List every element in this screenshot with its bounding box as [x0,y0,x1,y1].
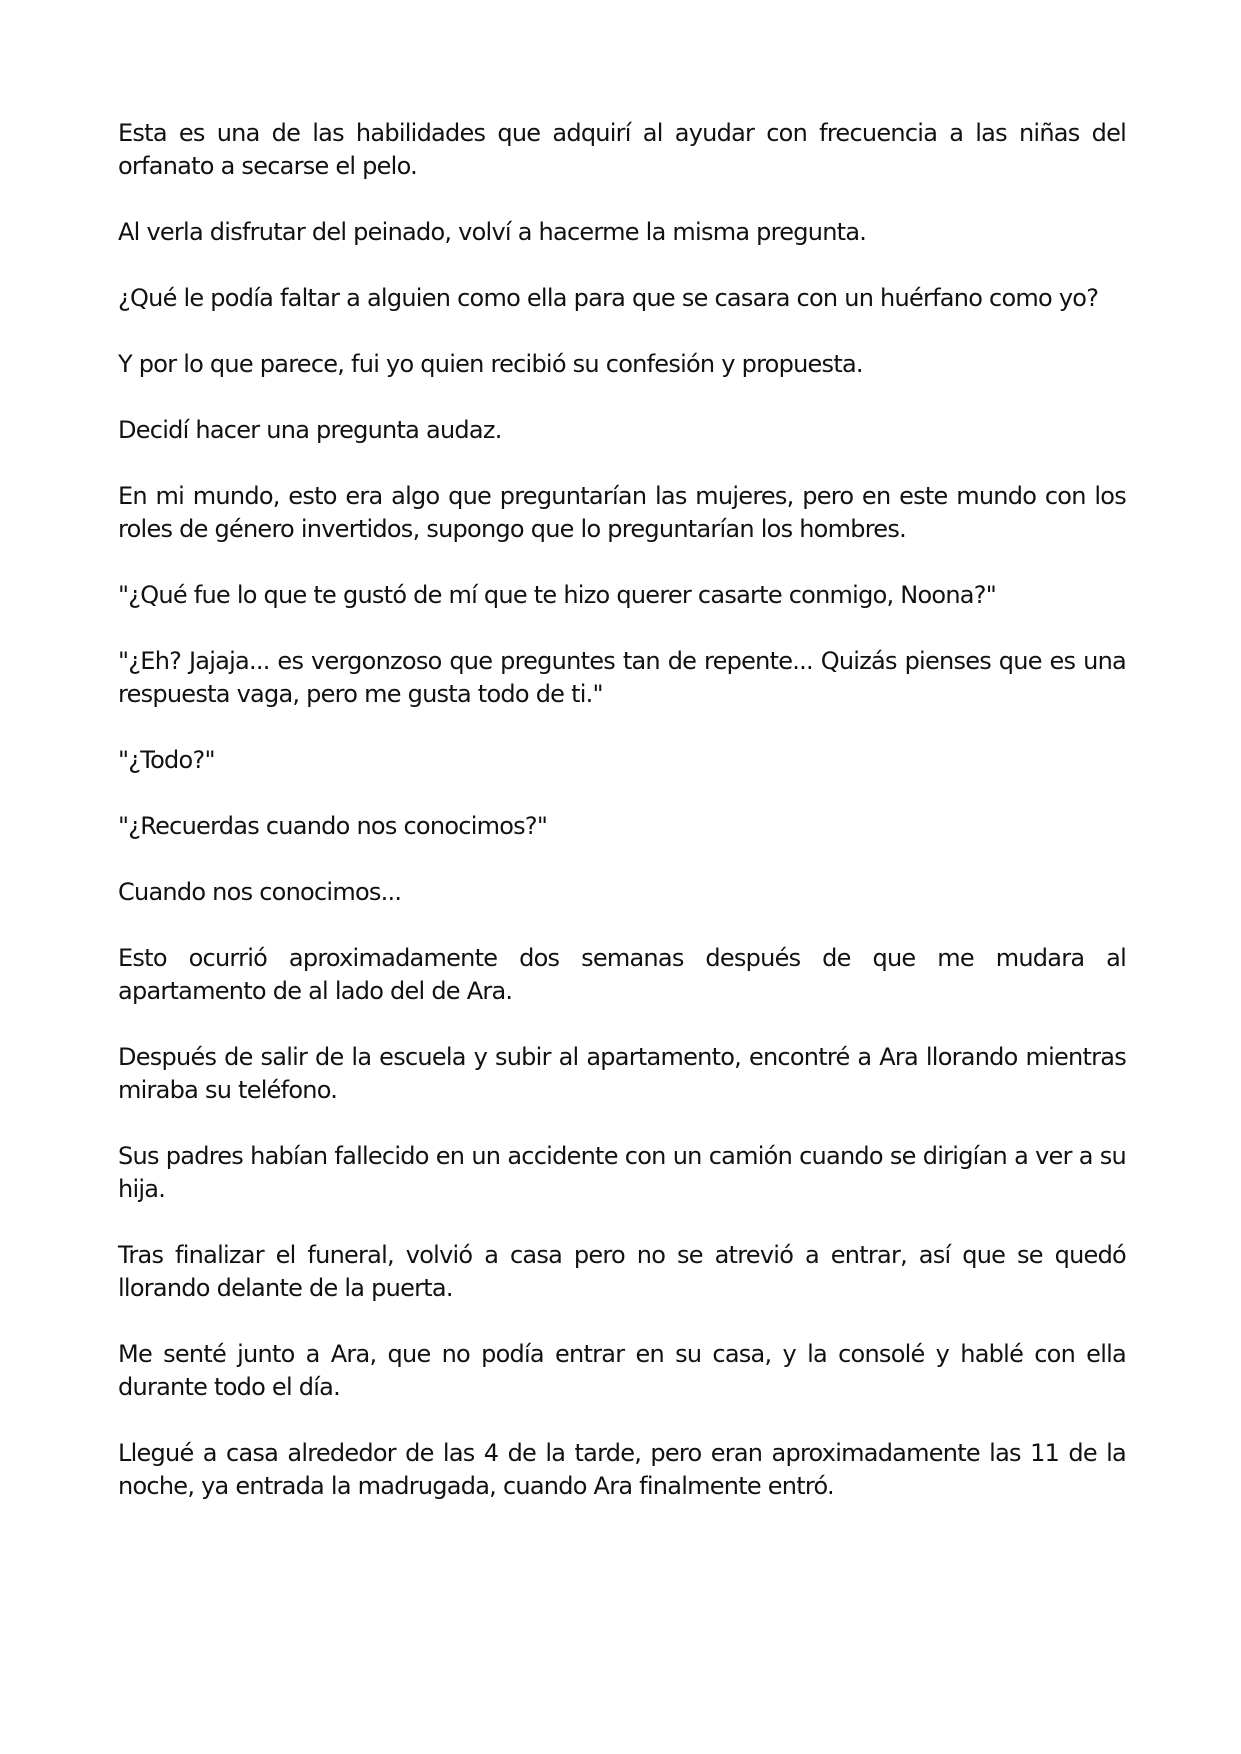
paragraph-7: "¿Qué fue lo que te gustó de mí que te hizo querer casarte conmigo, Noona?" [118,581,997,609]
paragraph-4: Y por lo que parece, fui yo quien recibió su confesión y propuesta. [118,350,863,378]
paragraph-1: Esta es una de las habilidades que adquirí al ayudar con frecuencia a las niñas del orfanato a secarse el pelo. [118,119,1126,180]
paragraph-6: En mi mundo, esto era algo que preguntarían las mujeres, pero en este mundo con los roles de género invertidos, supongo que lo preguntarían los hombres. [118,482,1126,543]
paragraph-16: Me senté junto a Ara, que no podía entrar en su casa, y la consolé y hablé con ella durante todo el día. [118,1340,1126,1401]
paragraph-11: Cuando nos conocimos... [118,878,402,906]
paragraph-14: Sus padres habían fallecido en un accidente con un camión cuando se dirigían a ver a su hija. [118,1142,1126,1203]
paragraph-3: ¿Qué le podía faltar a alguien como ella para que se casara con un huérfano como yo? [118,284,1099,312]
paragraph-5: Decidí hacer una pregunta audaz. [118,416,502,444]
paragraph-13: Después de salir de la escuela y subir al apartamento, encontré a Ara llorando mientras miraba su teléfono. [118,1043,1126,1104]
paragraph-17: Llegué a casa alrededor de las 4 de la tarde, pero eran aproximadamente las 11 de la noche, ya entrada la madrugada, cuando Ara finalmente entró. [118,1439,1126,1500]
paragraph-12: Esto ocurrió aproximadamente dos semanas después de que me mudara al apartamento de al lado del de Ara. [118,944,1126,1005]
body-text [118,117,1126,1503]
paragraph-10: "¿Recuerdas cuando nos conocimos?" [118,812,548,840]
paragraph-15: Tras finalizar el funeral, volvió a casa pero no se atrevió a entrar, así que se quedó llorando delante de la puerta. [118,1241,1126,1302]
paragraph-2: Al verla disfrutar del peinado, volví a hacerme la misma pregunta. [118,218,867,246]
paragraph-9: "¿Todo?" [118,746,215,774]
paragraph-8: "¿Eh? Jajaja... es vergonzoso que preguntes tan de repente... Quizás pienses que es una respuesta vaga, pero me gusta todo de ti." [118,647,1126,708]
